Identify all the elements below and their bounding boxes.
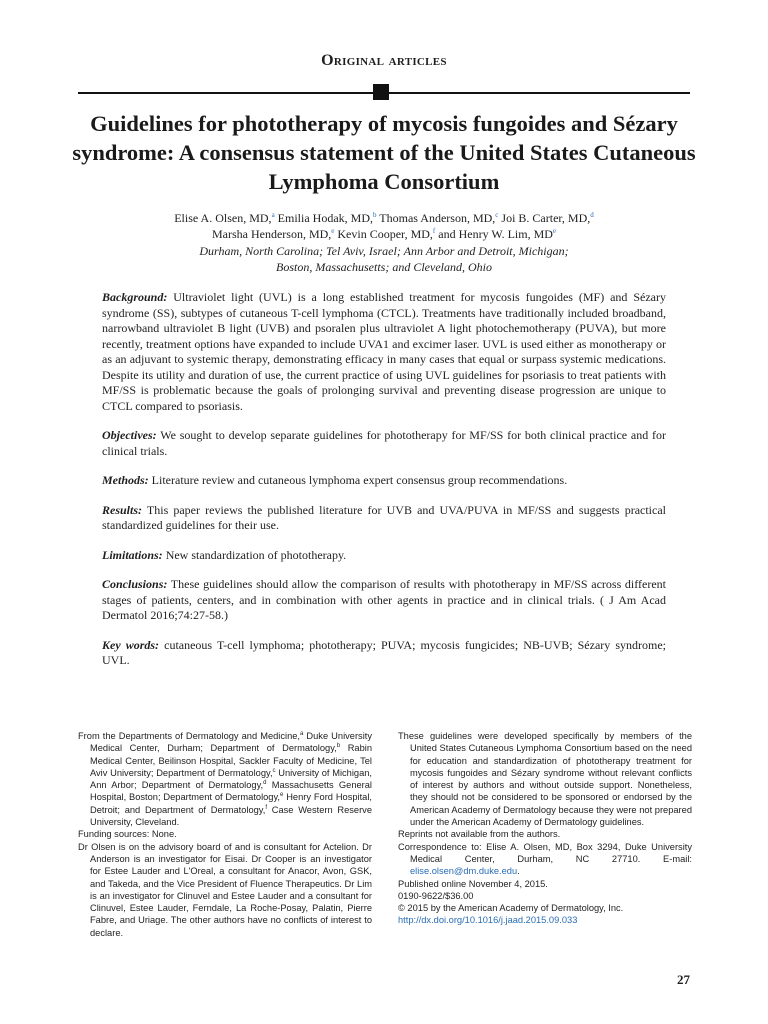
- abstract-limitations: [102, 548, 666, 564]
- correspondence-text: Correspondence to: Elise A. Olsen, MD, Box 3294, Duke University Medical Center, Durham, NC 27710. E-mail:: [398, 841, 692, 864]
- author-name: Joi B. Carter, MD,: [501, 211, 591, 225]
- abstract-results: [102, 503, 666, 534]
- author-list: [70, 210, 698, 242]
- affiliation-text: University of Michigan, Ann Arbor; Department of Dermatology,: [90, 767, 372, 791]
- abstract-label: Background:: [102, 290, 168, 304]
- affiliation-text: From the Departments of Dermatology and Medicine,: [78, 731, 300, 741]
- correspondence-email-link[interactable]: elise.olsen@dm.duke.edu: [410, 866, 518, 877]
- author-name: and Henry W. Lim, MD: [438, 227, 553, 241]
- affiliation-mark: e: [280, 792, 284, 799]
- footnotes-left-column: [78, 730, 372, 939]
- abstract-methods: [102, 473, 666, 489]
- abstract-text: This paper reviews the published literature for UVB and UVA/PUVA in MF/SS and suggests practical standardized guidelines for their use.: [102, 502, 666, 532]
- abstract-label: Results:: [102, 502, 143, 517]
- footnotes-right-column: [398, 730, 692, 927]
- abstract-text: Literature review and cutaneous lymphoma expert consensus group recommendations.: [148, 473, 568, 487]
- abstract-background: [102, 290, 666, 414]
- affiliation-text: Case Western Reserve University, Cleveland.: [90, 804, 372, 828]
- section-label: Original articles: [321, 52, 447, 69]
- header-rule-marker: [373, 84, 389, 100]
- abstract-text: cutaneous T-cell lymphoma; phototherapy; PUVA; mycosis fungicides; NB-UVB; Sézary syndrome; UVL.: [102, 637, 666, 667]
- issn: 0190-9622/$36.00: [398, 890, 474, 901]
- abstract-label: Key words:: [102, 637, 160, 652]
- published-date: Published online November 4, 2015.: [398, 878, 548, 889]
- affiliation-mark: b: [336, 743, 341, 750]
- affiliation-text: Duke University Medical Center, Durham; Department of Dermatology,: [90, 731, 372, 754]
- affiliation-mark: c: [272, 767, 276, 774]
- affiliation-text: Massachusetts General Hospital, Boston; Department of Dermatology,: [90, 780, 372, 803]
- author-name: Thomas Anderson, MD,: [379, 211, 496, 225]
- correspondence-end: .: [517, 866, 520, 877]
- conflicts-note: Dr Olsen is on the advisory board of and is consultant for Actelion. Dr Anderson is an investigator for Eisai. Dr Cooper is an investigator for Estee Lauder and L'Oreal, a consultant for Anacor, Avon, GSK, and Takeda, and the Vice President of Fluence Therapeutics. Dr Lim is an investigator for Clinuvel and Estee Lauder and a consultant for Clinuvel, Estee Lauder, Ferndale, La Roche-Posay, Palatin, Pierre Fabre, and Uriage. The other authors have no conflicts of interest to declare.: [78, 841, 372, 938]
- funding-note: Funding sources: None.: [78, 829, 177, 840]
- affiliation-text: Henry Ford Hospital, Detroit; and Department of Dermatology,: [90, 792, 372, 815]
- article-title: Guidelines for phototherapy of mycosis fungoides and Sézary syndrome: A consensus statement of the United States Cutaneous Lymphoma Consortium: [72, 111, 696, 194]
- affiliation-text: Rabin Medical Center, Beilinson Hospital, Sackler Faculty of Medicine, Tel Aviv University; Department of Dermatology,: [90, 743, 372, 778]
- author-affiliation-mark: a: [271, 211, 275, 219]
- abstract-text: New standardization of phototherapy.: [162, 547, 347, 562]
- abstract: [102, 290, 666, 683]
- affiliation-mark: a: [300, 731, 304, 737]
- abstract-text: We sought to develop separate guidelines for phototherapy for MF/SS for both clinical practice and for clinical trials.: [102, 428, 666, 458]
- author-affiliation-mark: b: [373, 211, 377, 219]
- abstract-objectives: [102, 428, 666, 459]
- author-locations: [70, 243, 698, 275]
- author-affiliation-mark: e: [552, 227, 557, 235]
- author-affiliation-mark: e: [331, 227, 335, 235]
- correspondence-note: [398, 841, 692, 878]
- reprints-note: Reprints not available from the authors.: [398, 829, 561, 840]
- copyright: © 2015 by the American Academy of Dermatology, Inc.: [398, 903, 624, 914]
- author-affiliation-mark: f: [432, 227, 436, 235]
- abstract-label: Methods:: [102, 473, 149, 487]
- guidelines-note: These guidelines were developed specifically by members of the United States Cutaneous Lymphoma Consortium based on the need for education and standardization of phototherapy treatment for mycosis fungoides and Sézary syndrome without relevant conflicts of interest by authors and without outside support. Nonetheless, they should not be considered to be sponsored or endorsed by the American Academy of Dermatology because they were not prepared under the American Academy of Dermatology guidelines.: [398, 731, 692, 828]
- abstract-conclusions: [102, 577, 666, 624]
- page-number: 27: [677, 972, 690, 987]
- author-name: Kevin Cooper, MD,: [337, 227, 433, 241]
- author-name: Elise A. Olsen, MD,: [174, 211, 272, 225]
- abstract-label: Limitations:: [102, 547, 163, 562]
- abstract-text: These guidelines should allow the comparison of results with phototherapy in MF/SS across different stages of patients, centers, and in combination with other agents in practice and in clinical trials. ( J Am Acad Dermatol 2016;74:27-58.): [102, 577, 666, 622]
- affiliations-note: [78, 730, 372, 828]
- abstract-keywords: [102, 638, 666, 669]
- author-name: Emilia Hodak, MD,: [277, 211, 373, 225]
- abstract-label: Conclusions:: [102, 577, 168, 591]
- abstract-label: Objectives:: [102, 428, 157, 442]
- abstract-text: Ultraviolet light (UVL) is a long established treatment for mycosis fungoides (MF) and Sézary syndrome (SS), subtypes of cutaneous T-cell lymphoma (CTCL). Treatments have traditionally included broadband, narrowband ultraviolet B light (UVB) and psoralen plus ultraviolet A light photochemotherapy (PUVA), but more recently, treatment options have expanded to include UVA1 and excimer laser. UVL is used either as monotherapy or as an adjuvant to systemic therapy, demonstrating efficacy in many cases that equal or surpass systemic medications. Despite its utility and duration of use, the current practice of using UVL guidelines for psoriasis to treat patients with MF/SS is problematic because the goals of prolonging survival and preventing disease progression are unique to CTCL compared to psoriasis.: [102, 290, 666, 413]
- doi-link[interactable]: http://dx.doi.org/10.1016/j.jaad.2015.09.033: [398, 915, 578, 926]
- locations-line: Boston, Massachusetts; and Cleveland, Ohio: [276, 260, 492, 274]
- affiliation-mark: f: [265, 804, 268, 811]
- author-affiliation-mark: c: [495, 211, 499, 219]
- author-name: Marsha Henderson, MD,: [211, 227, 332, 241]
- author-affiliation-mark: d: [590, 211, 594, 219]
- affiliation-mark: d: [263, 780, 267, 787]
- locations-line: Durham, North Carolina; Tel Aviv, Israel; Ann Arbor and Detroit, Michigan;: [199, 244, 569, 258]
